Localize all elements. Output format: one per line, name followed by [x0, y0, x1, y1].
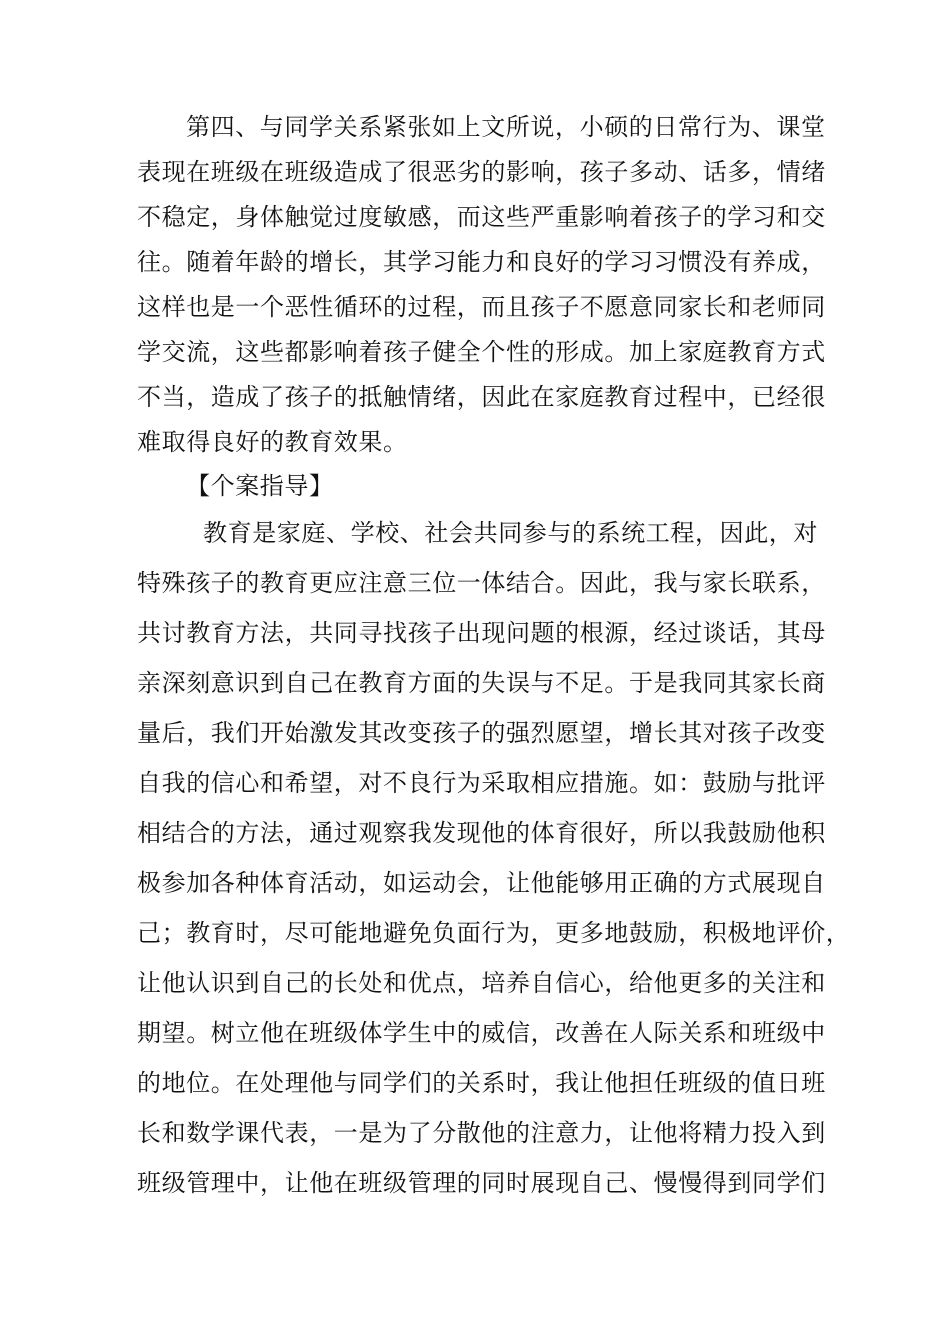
paragraph-line: 不当，造成了孩子的抵触情绪，因此在家庭教育过程中，已经很 [137, 383, 826, 411]
paragraph-line: 班级管理中，让他在班级管理的同时展现自己、慢慢得到同学们 [137, 1169, 826, 1197]
paragraph-line: 长和数学课代表，一是为了分散他的注意力，让他将精力投入到 [137, 1119, 826, 1147]
paragraph-line: 这样也是一个恶性循环的过程，而且孩子不愿意同家长和老师同 [137, 293, 826, 321]
paragraph-line: 期望。树立他在班级体学生中的威信，改善在人际关系和班级中 [137, 1019, 826, 1047]
section-heading: 【个案指导】 [186, 472, 334, 500]
paragraph-line: 往。随着年龄的增长，其学习能力和良好的学习习惯没有养成， [137, 248, 826, 276]
paragraph-line: 表现在班级在班级造成了很恶劣的影响，孩子多动、话多，情绪 [137, 158, 826, 186]
paragraph-line: 特殊孩子的教育更应注意三位一体结合。因此，我与家长联系， [137, 569, 826, 597]
paragraph-line: 自我的信心和希望，对不良行为采取相应措施。如：鼓励与批评 [137, 769, 826, 797]
paragraph-line: 的地位。在处理他与同学们的关系时，我让他担任班级的值日班 [137, 1069, 826, 1097]
paragraph-line: 亲深刻意识到自己在教育方面的失误与不足。于是我同其家长商 [137, 669, 826, 697]
paragraph-line: 第四、与同学关系紧张如上文所说，小硕的日常行为、课堂 [186, 113, 826, 141]
paragraph-line: 共讨教育方法，共同寻找孩子出现问题的根源，经过谈话，其母 [137, 619, 826, 647]
paragraph-line: 不稳定，身体触觉过度敏感，而这些严重影响着孩子的学习和交 [137, 203, 826, 231]
paragraph-line: 让他认识到自己的长处和优点，培养自信心，给他更多的关注和 [137, 969, 826, 997]
paragraph-line: 教育是家庭、学校、社会共同参与的系统工程，因此，对 [203, 519, 818, 547]
paragraph-line: 己；教育时，尽可能地避免负面行为，更多地鼓励，积极地评价， [137, 919, 851, 947]
paragraph-line: 难取得良好的教育效果。 [137, 428, 408, 456]
paragraph-line: 相结合的方法，通过观察我发现他的体育很好，所以我鼓励他积 [137, 819, 826, 847]
paragraph-line: 学交流，这些都影响着孩子健全个性的形成。加上家庭教育方式 [137, 338, 826, 366]
paragraph-line: 量后，我们开始激发其改变孩子的强烈愿望，增长其对孩子改变 [137, 719, 826, 747]
paragraph-line: 极参加各种体育活动，如运动会，让他能够用正确的方式展现自 [137, 869, 826, 897]
